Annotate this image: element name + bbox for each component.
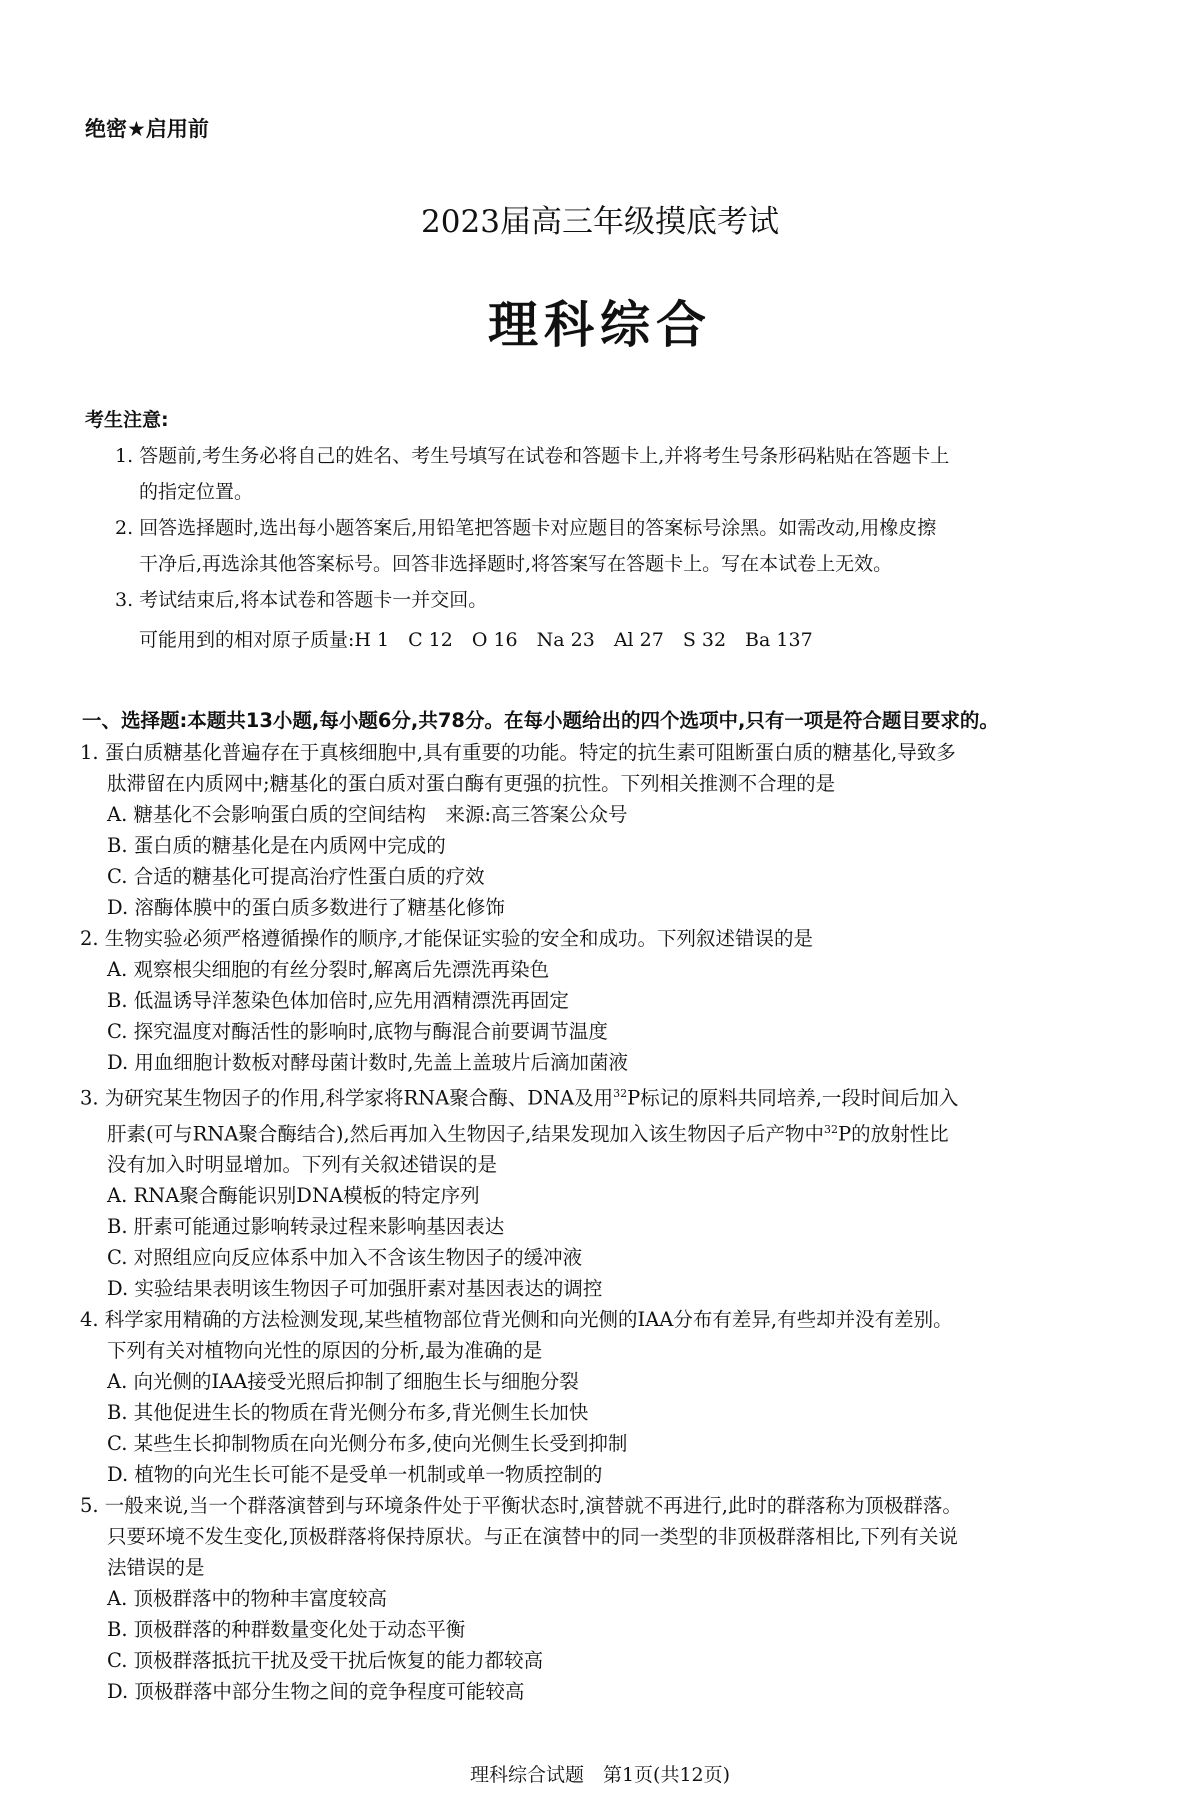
stem-part: P标记的原料共同培养,一段时间后加入: [627, 1086, 959, 1110]
question-stem-cont: 只要环境不发生变化,顶极群落将保持原状。与正在演替中的同一类型的非顶极群落相比,下列有关说: [107, 1525, 958, 1548]
page-footer: 理科综合试题 第1页(共12页): [469, 1764, 731, 1786]
question-stem-cont: 肽滞留在内质网中;糖基化的蛋白质对蛋白酶有更强的抗性。下列相关推测不合理的是: [107, 772, 836, 795]
note-item-1-cont: 的指定位置。: [139, 481, 254, 503]
option-b: B. 其他促进生长的物质在背光侧分布多,背光侧生长加快: [107, 1401, 589, 1424]
stem-part: 肝素(可与RNA聚合酶结合),然后再加入生物因子,结果发现加入该生物因子后产物中: [107, 1122, 824, 1145]
option-b: B. 低温诱导洋葱染色体加倍时,应先用酒精漂洗再固定: [107, 989, 569, 1012]
option-d: D. 实验结果表明该生物因子可加强肝素对基因表达的调控: [107, 1277, 603, 1300]
question-3: [80, 1078, 1160, 1304]
note-item-2: 2. 回答选择题时,选出每小题答案后,用铅笔把答题卡对应题目的答案标号涂黑。如需改动,用橡皮擦: [115, 517, 937, 539]
secret-label: 绝密★启用前: [85, 117, 209, 141]
option-d: D. 用血细胞计数板对酵母菌计数时,先盖上盖玻片后滴加菌液: [107, 1051, 629, 1074]
note-item-3: 3. 考试结束后,将本试卷和答题卡一并交回。: [115, 589, 488, 611]
option-c: C. 合适的糖基化可提高治疗性蛋白质的疗效: [107, 865, 485, 888]
stem-part: P的放射性比: [837, 1122, 949, 1145]
option-a: A. 糖基化不会影响蛋白质的空间结构 来源:高三答案公众号: [107, 803, 628, 826]
note-item-2-cont: 干净后,再选涂其他答案标号。回答非选择题时,将答案写在答题卡上。写在本试卷上无效。: [139, 553, 893, 575]
superscript: 32: [613, 1087, 628, 1100]
question-4: [80, 1304, 1160, 1490]
option-a: A. 顶极群落中的物种丰富度较高: [107, 1587, 387, 1610]
question-stem-cont: 下列有关对植物向光性的原因的分析,最为准确的是: [107, 1339, 543, 1362]
question-list: [80, 737, 1160, 1707]
option-a: A. 观察根尖细胞的有丝分裂时,解离后先漂洗再染色: [107, 958, 550, 981]
option-a: A. RNA聚合酶能识别DNA模板的特定序列: [107, 1184, 480, 1207]
option-a: A. 向光侧的IAA接受光照后抑制了细胞生长与细胞分裂: [107, 1370, 579, 1393]
exam-title: 2023届高三年级摸底考试: [421, 204, 779, 240]
question-1: [80, 737, 1160, 923]
section-heading: 一、选择题:本题共13小题,每小题6分,共78分。在每小题给出的四个选项中,只有一项是符合题目要求的。: [82, 709, 999, 732]
option-c: C. 对照组应向反应体系中加入不含该生物因子的缓冲液: [107, 1246, 583, 1269]
question-stem-cont: 没有加入时明显增加。下列有关叙述错误的是: [107, 1153, 498, 1176]
option-b: B. 蛋白质的糖基化是在内质网中完成的: [107, 834, 446, 857]
question-stem-cont: [80, 1114, 1160, 1150]
atomic-masses: 可能用到的相对原子质量:H 1 C 12 O 16 Na 23 Al 27 S 32 Ba 137: [139, 629, 813, 651]
option-d: D. 植物的向光生长可能不是受单一机制或单一物质控制的: [107, 1463, 603, 1486]
question-stem: 2. 生物实验必须严格遵循操作的顺序,才能保证实验的安全和成功。下列叙述错误的是: [80, 927, 814, 950]
question-stem: 4. 科学家用精确的方法检测发现,某些植物部位背光侧和向光侧的IAA分布有差异,有些却并没有差别。: [80, 1308, 953, 1331]
superscript: 32: [823, 1122, 838, 1136]
option-c: C. 探究温度对酶活性的影响时,底物与酶混合前要调节温度: [107, 1020, 608, 1043]
option-c: C. 顶极群落抵抗干扰及受干扰后恢复的能力都较高: [107, 1649, 544, 1672]
subject-title: 理科综合: [488, 296, 712, 354]
option-d: D. 顶极群落中部分生物之间的竞争程度可能较高: [107, 1680, 525, 1703]
notes-heading: 考生注意:: [85, 409, 169, 431]
stem-part: 3. 为研究某生物因子的作用,科学家将RNA聚合酶、DNA及用: [80, 1086, 614, 1110]
option-b: B. 顶极群落的种群数量变化处于动态平衡: [107, 1618, 466, 1641]
option-d: D. 溶酶体膜中的蛋白质多数进行了糖基化修饰: [107, 896, 505, 919]
question-stem: [80, 1078, 1160, 1114]
question-5: [80, 1490, 1160, 1707]
question-2: [80, 923, 1160, 1078]
question-stem: 5. 一般来说,当一个群落演替到与环境条件处于平衡状态时,演替就不再进行,此时的群落称为顶极群落。: [80, 1494, 962, 1517]
option-c: C. 某些生长抑制物质在向光侧分布多,使向光侧生长受到抑制: [107, 1432, 628, 1455]
question-stem-cont: 法错误的是: [107, 1556, 205, 1579]
note-item-1: 1. 答题前,考生务必将自己的姓名、考生号填写在试卷和答题卡上,并将考生号条形码粘贴在答题卡上: [115, 445, 950, 467]
candidate-notes: [85, 402, 1145, 658]
option-b: B. 肝素可能通过影响转录过程来影响基因表达: [107, 1215, 505, 1238]
question-stem: 1. 蛋白质糖基化普遍存在于真核细胞中,具有重要的功能。特定的抗生素可阻断蛋白质的糖基化,导致多: [80, 741, 956, 764]
